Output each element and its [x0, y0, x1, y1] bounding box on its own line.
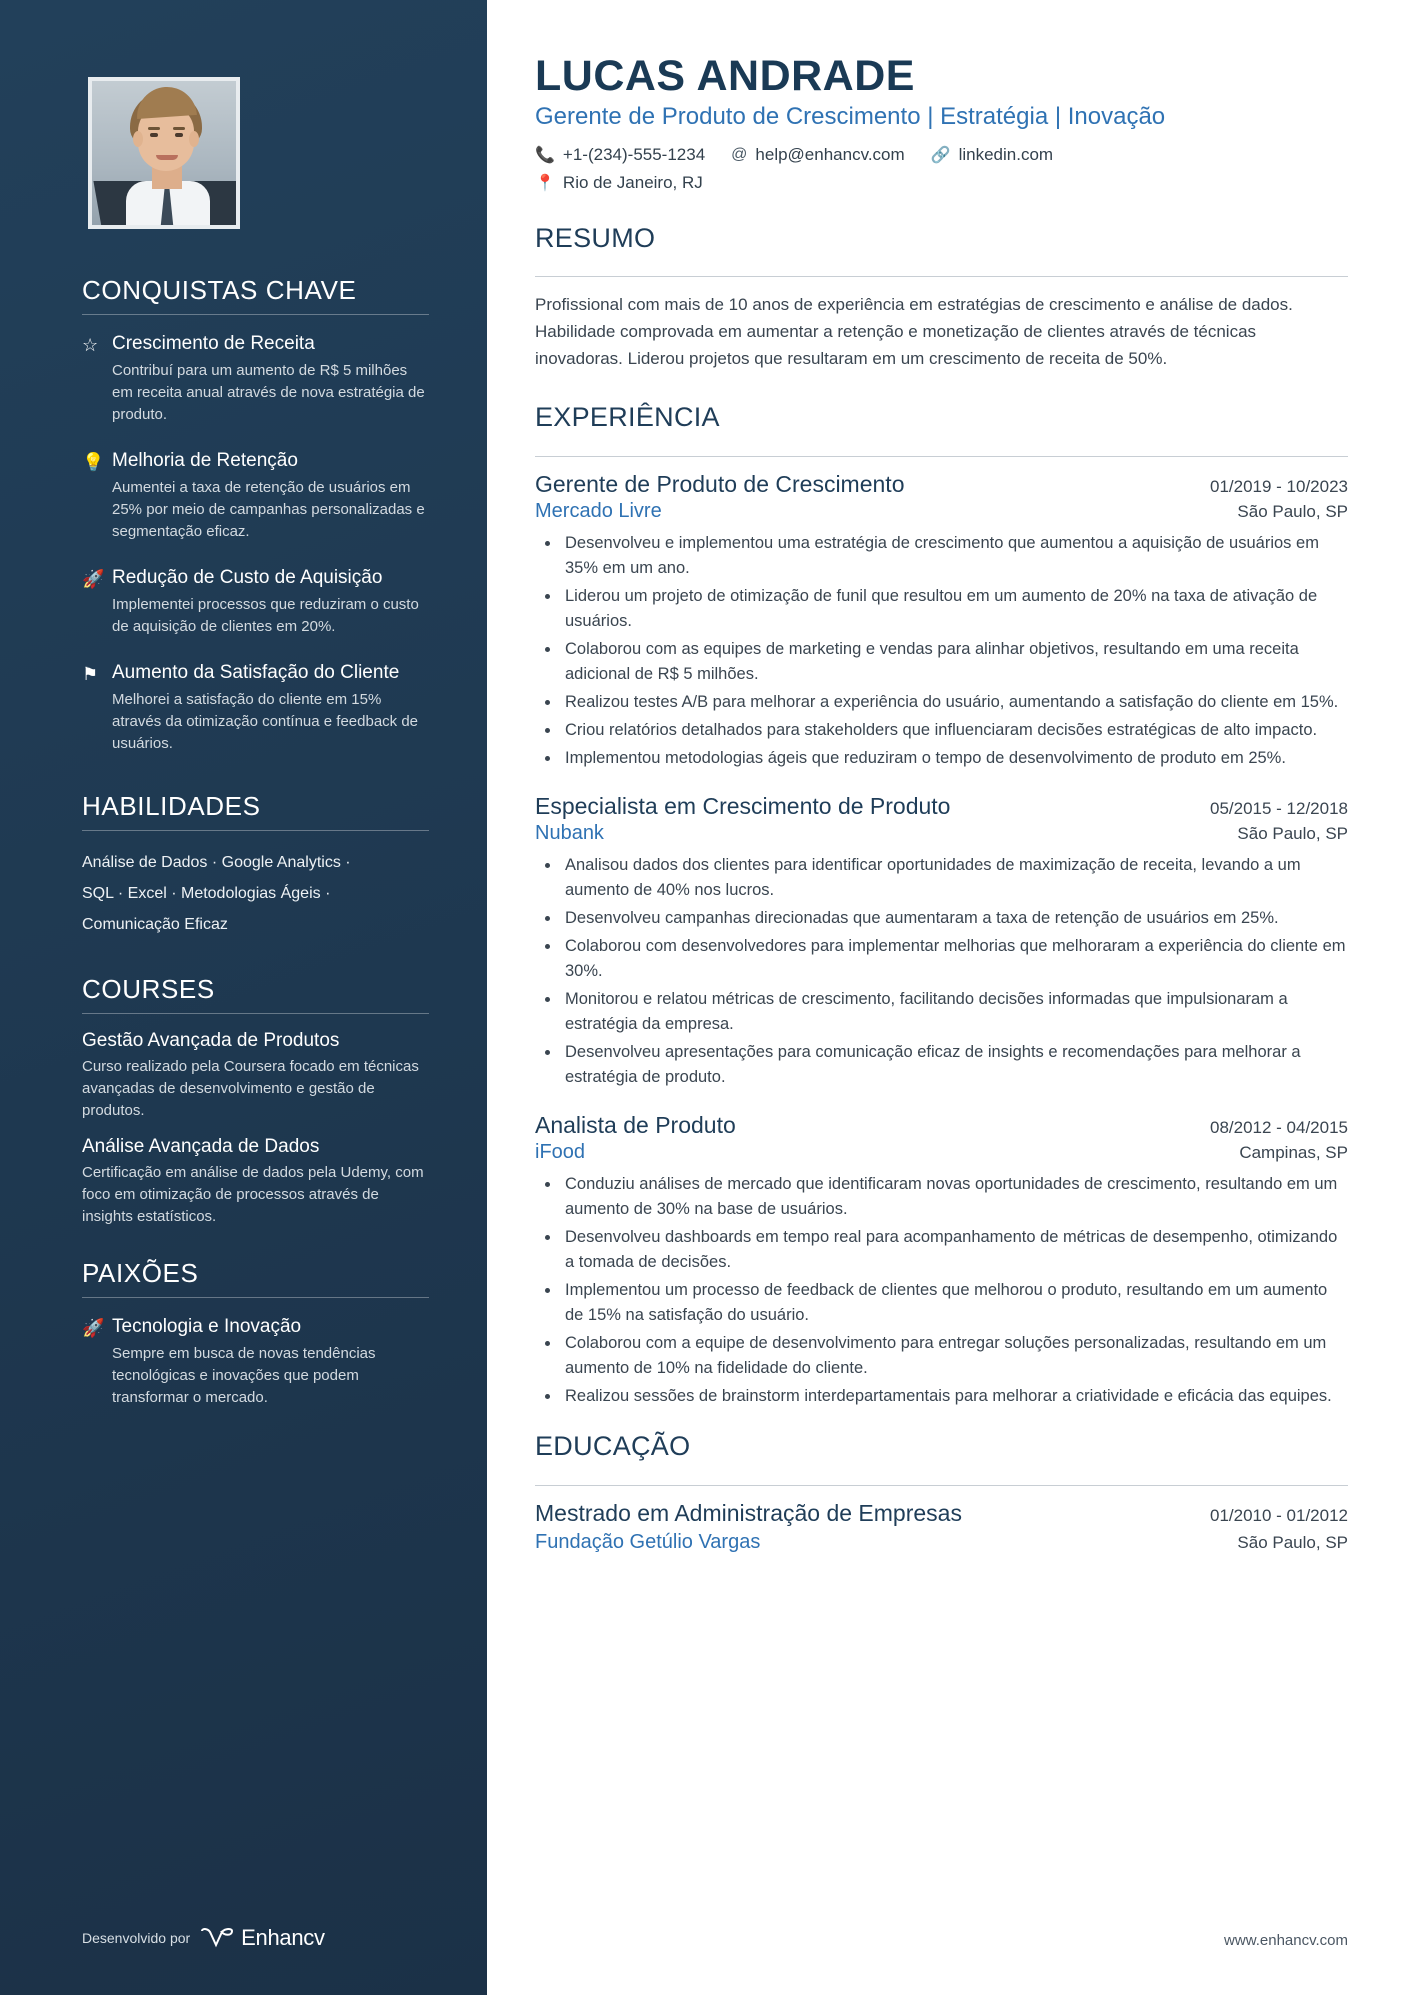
skills-title: HABILIDADES: [82, 791, 261, 821]
contact-email[interactable]: [731, 145, 905, 165]
skills-line: SQL · Excel · Metodologias Ágeis ·: [82, 885, 331, 902]
achievement-desc: Aumentei a taxa de retenção de usuários em 25% por meio de campanhas personalizadas e segmentação eficaz.: [112, 479, 425, 540]
school-location: São Paulo, SP: [1237, 1532, 1348, 1552]
course-title: Análise Avançada de Dados: [82, 1136, 320, 1157]
job-title: Especialista em Crescimento de Produto: [535, 792, 951, 819]
skills-line: Análise de Dados · Google Analytics ·: [82, 854, 351, 871]
bullet: • Desenvolveu apresentações para comunicação eficaz de insights e recomendações para melhorar a estratégia de produto.: [561, 1040, 1348, 1090]
map-pin-icon: 📍: [535, 175, 555, 192]
experience-item: [535, 793, 1348, 1090]
contact-location: [535, 173, 703, 193]
summary-title: RESUMO: [535, 223, 656, 253]
job-company[interactable]: iFood: [535, 1140, 586, 1163]
job-location: São Paulo, SP: [1237, 823, 1348, 843]
passion-desc: Sempre em busca de novas tendências tecnológicas e inovações que podem transformar o mercado.: [112, 1345, 376, 1406]
job-title: Gerente de Produto de Crescimento: [535, 470, 905, 497]
education-item: [535, 1500, 1348, 1554]
star-icon: ☆: [82, 335, 99, 355]
bullet: • Monitorou e relatou métricas de crescimento, facilitando decisões informadas que impulsionaram a estratégia da empresa.: [561, 987, 1348, 1037]
course-item: [82, 1136, 429, 1228]
achievement-title: Redução de Custo de Aquisição: [112, 567, 383, 588]
section-experience: [535, 402, 1348, 1408]
experience-title: EXPERIÊNCIA: [535, 402, 720, 433]
divider: [82, 1297, 429, 1298]
experience-item: [535, 471, 1348, 771]
job-bullets: [535, 853, 1348, 1090]
job-bullets: [535, 531, 1348, 771]
job-title: Analista de Produto: [535, 1111, 736, 1138]
passions-title: PAIXÕES: [82, 1258, 199, 1288]
sidebar: [0, 0, 487, 1995]
job-date: 05/2015 - 12/2018: [1209, 798, 1348, 818]
school-name[interactable]: Fundação Getúlio Vargas: [535, 1530, 761, 1553]
bullet: • Desenvolveu campanhas direcionadas que aumentaram a taxa de retenção de usuários em 25%.: [561, 906, 1348, 931]
degree-title: Mestrado em Administração de Empresas: [535, 1499, 962, 1526]
education-title: EDUCAÇÃO: [535, 1431, 691, 1462]
job-bullets: [535, 1172, 1348, 1409]
courses-title: COURSES: [82, 974, 215, 1004]
bullet: • Implementou um processo de feedback de clientes que melhorou o produto, resultando em um aumento de 15% na satisfação do usuário.: [561, 1278, 1348, 1328]
headline: Gerente de Produto de Crescimento | Estratégia | Inovação: [535, 103, 1166, 130]
passion-title: Tecnologia e Inovação: [112, 1316, 302, 1337]
bullet: • Liderou um projeto de otimização de funil que resultou em um aumento de 20% na taxa de ativação de usuários.: [561, 584, 1348, 634]
experience-item: [535, 1112, 1348, 1409]
section-achievements: [82, 275, 429, 771]
bullet: • Realizou sessões de brainstorm interdepartamentais para melhorar a criatividade e eficácia das equipes.: [561, 1384, 1348, 1409]
email-icon: @: [731, 146, 748, 163]
divider: [535, 1485, 1348, 1486]
job-company[interactable]: Nubank: [535, 821, 604, 844]
skills-line: Comunicação Eficaz: [82, 916, 228, 933]
course-desc: Curso realizado pela Coursera focado em técnicas avançadas de desenvolvimento e gestão de produtos.: [82, 1058, 419, 1119]
rocket-icon: 🚀: [82, 1318, 105, 1338]
bullet: • Criou relatórios detalhados para stakeholders que influenciaram decisões estratégicas de alto impacto.: [561, 718, 1348, 743]
job-location: São Paulo, SP: [1237, 501, 1348, 521]
achievement-title: Aumento da Satisfação do Cliente: [112, 662, 400, 683]
phone-icon: 📞: [535, 147, 555, 164]
bullet: • Colaborou com desenvolvedores para implementar melhorias que melhoraram a experiência do cliente em 30%.: [561, 934, 1348, 984]
rocket-icon: 🚀: [82, 569, 105, 589]
bullet: • Colaborou com a equipe de desenvolvimento para entregar soluções personalizadas, resultando em um aumento de 10% na fidelidade do cliente.: [561, 1331, 1348, 1381]
course-title: Gestão Avançada de Produtos: [82, 1030, 340, 1051]
contact-row-2: [535, 173, 1348, 193]
flag-icon: ⚑: [82, 664, 99, 684]
achievement-item: [82, 660, 429, 771]
section-summary: [535, 223, 1348, 372]
divider: [82, 1013, 429, 1014]
achievement-desc: Contribuí para um aumento de R$ 5 milhões em receita anual através de nova estratégia de produto.: [112, 362, 425, 423]
bullet: • Desenvolveu dashboards em tempo real para acompanhamento de métricas de desempenho, otimizando a tomada de decisões.: [561, 1225, 1348, 1275]
phone-value: +1-(234)-555-1234: [562, 145, 706, 164]
course-desc: Certificação em análise de dados pela Udemy, com foco em otimização de processos através de insights estatísticos.: [82, 1164, 424, 1225]
bullet: • Colaborou com as equipes de marketing e vendas para alinhar objetivos, resultando em uma receita adicional de R$ 5 milhões.: [561, 637, 1348, 687]
main-content: [487, 0, 1410, 1995]
course-item: [82, 1030, 429, 1122]
bullet: • Realizou testes A/B para melhorar a experiência do usuário, aumentando a satisfação do cliente em 15%.: [561, 690, 1348, 715]
achievement-desc: Melhorei a satisfação do cliente em 15% através da otimização contínua e feedback de usuários.: [112, 691, 419, 752]
achievement-title: Crescimento de Receita: [112, 333, 315, 354]
page-title: LUCAS ANDRADE: [535, 52, 915, 100]
divider: [535, 276, 1348, 277]
achievement-item: [82, 331, 429, 442]
footer-text: Desenvolvido por: [82, 1930, 191, 1946]
degree-date: 01/2010 - 01/2012: [1209, 1505, 1348, 1525]
section-courses: [82, 974, 429, 1228]
enhancv-mark-icon: [200, 1927, 234, 1949]
divider: [535, 456, 1348, 457]
job-company[interactable]: Mercado Livre: [535, 499, 662, 522]
divider: [82, 314, 429, 315]
job-location: Campinas, SP: [1239, 1142, 1348, 1162]
job-date: 01/2019 - 10/2023: [1209, 476, 1348, 496]
contact-phone: [535, 145, 705, 165]
divider: [82, 830, 429, 831]
achievement-desc: Implementei processos que reduziram o custo de aquisição de clientes em 20%.: [112, 596, 419, 635]
lightbulb-icon: 💡: [82, 452, 105, 472]
achievements-title: CONQUISTAS CHAVE: [82, 275, 357, 305]
section-passions: [82, 1258, 429, 1425]
contact-linkedin[interactable]: [931, 145, 1053, 165]
achievement-item: [82, 565, 429, 654]
section-skills: [82, 791, 429, 940]
achievement-item: [82, 448, 429, 559]
enhancv-wordmark: Enhancv: [241, 1925, 325, 1950]
section-education: [535, 1431, 1348, 1553]
website-footer[interactable]: www.enhancv.com: [1224, 1932, 1348, 1949]
enhancv-logo: [200, 1925, 325, 1951]
achievement-title: Melhoria de Retenção: [112, 450, 298, 471]
bullet: • Analisou dados dos clientes para identificar oportunidades de maximização de receita, levando a um aumento de 40% nos lucros.: [561, 853, 1348, 903]
location-value: Rio de Janeiro, RJ: [562, 173, 703, 192]
linkedin-value: linkedin.com: [958, 145, 1054, 164]
sidebar-footer: [82, 1925, 325, 1951]
job-date: 08/2012 - 04/2015: [1209, 1117, 1348, 1137]
passion-item: [82, 1314, 429, 1425]
link-icon: 🔗: [930, 147, 951, 164]
bullet: • Implementou metodologias ágeis que reduziram o tempo de desenvolvimento de produto em 25%.: [561, 746, 1348, 771]
email-value: help@enhancv.com: [755, 145, 905, 164]
bullet: • Desenvolveu e implementou uma estratégia de crescimento que aumentou a aquisição de usuários em 35% em um ano.: [561, 531, 1348, 581]
bullet: • Conduziu análises de mercado que identificaram novas oportunidades de crescimento, resultando em um aumento de 30% na base de usuários.: [561, 1172, 1348, 1222]
avatar: [88, 77, 240, 229]
summary-text: Profissional com mais de 10 anos de experiência em estratégias de crescimento e análise de dados. Habilidade comprovada em aumentar a retenção e monetização de clientes através de técnicas inovadoras. Liderou projetos que resultaram em um crescimento de receita de 50%.: [535, 295, 1293, 369]
contact-row: [535, 145, 1348, 165]
